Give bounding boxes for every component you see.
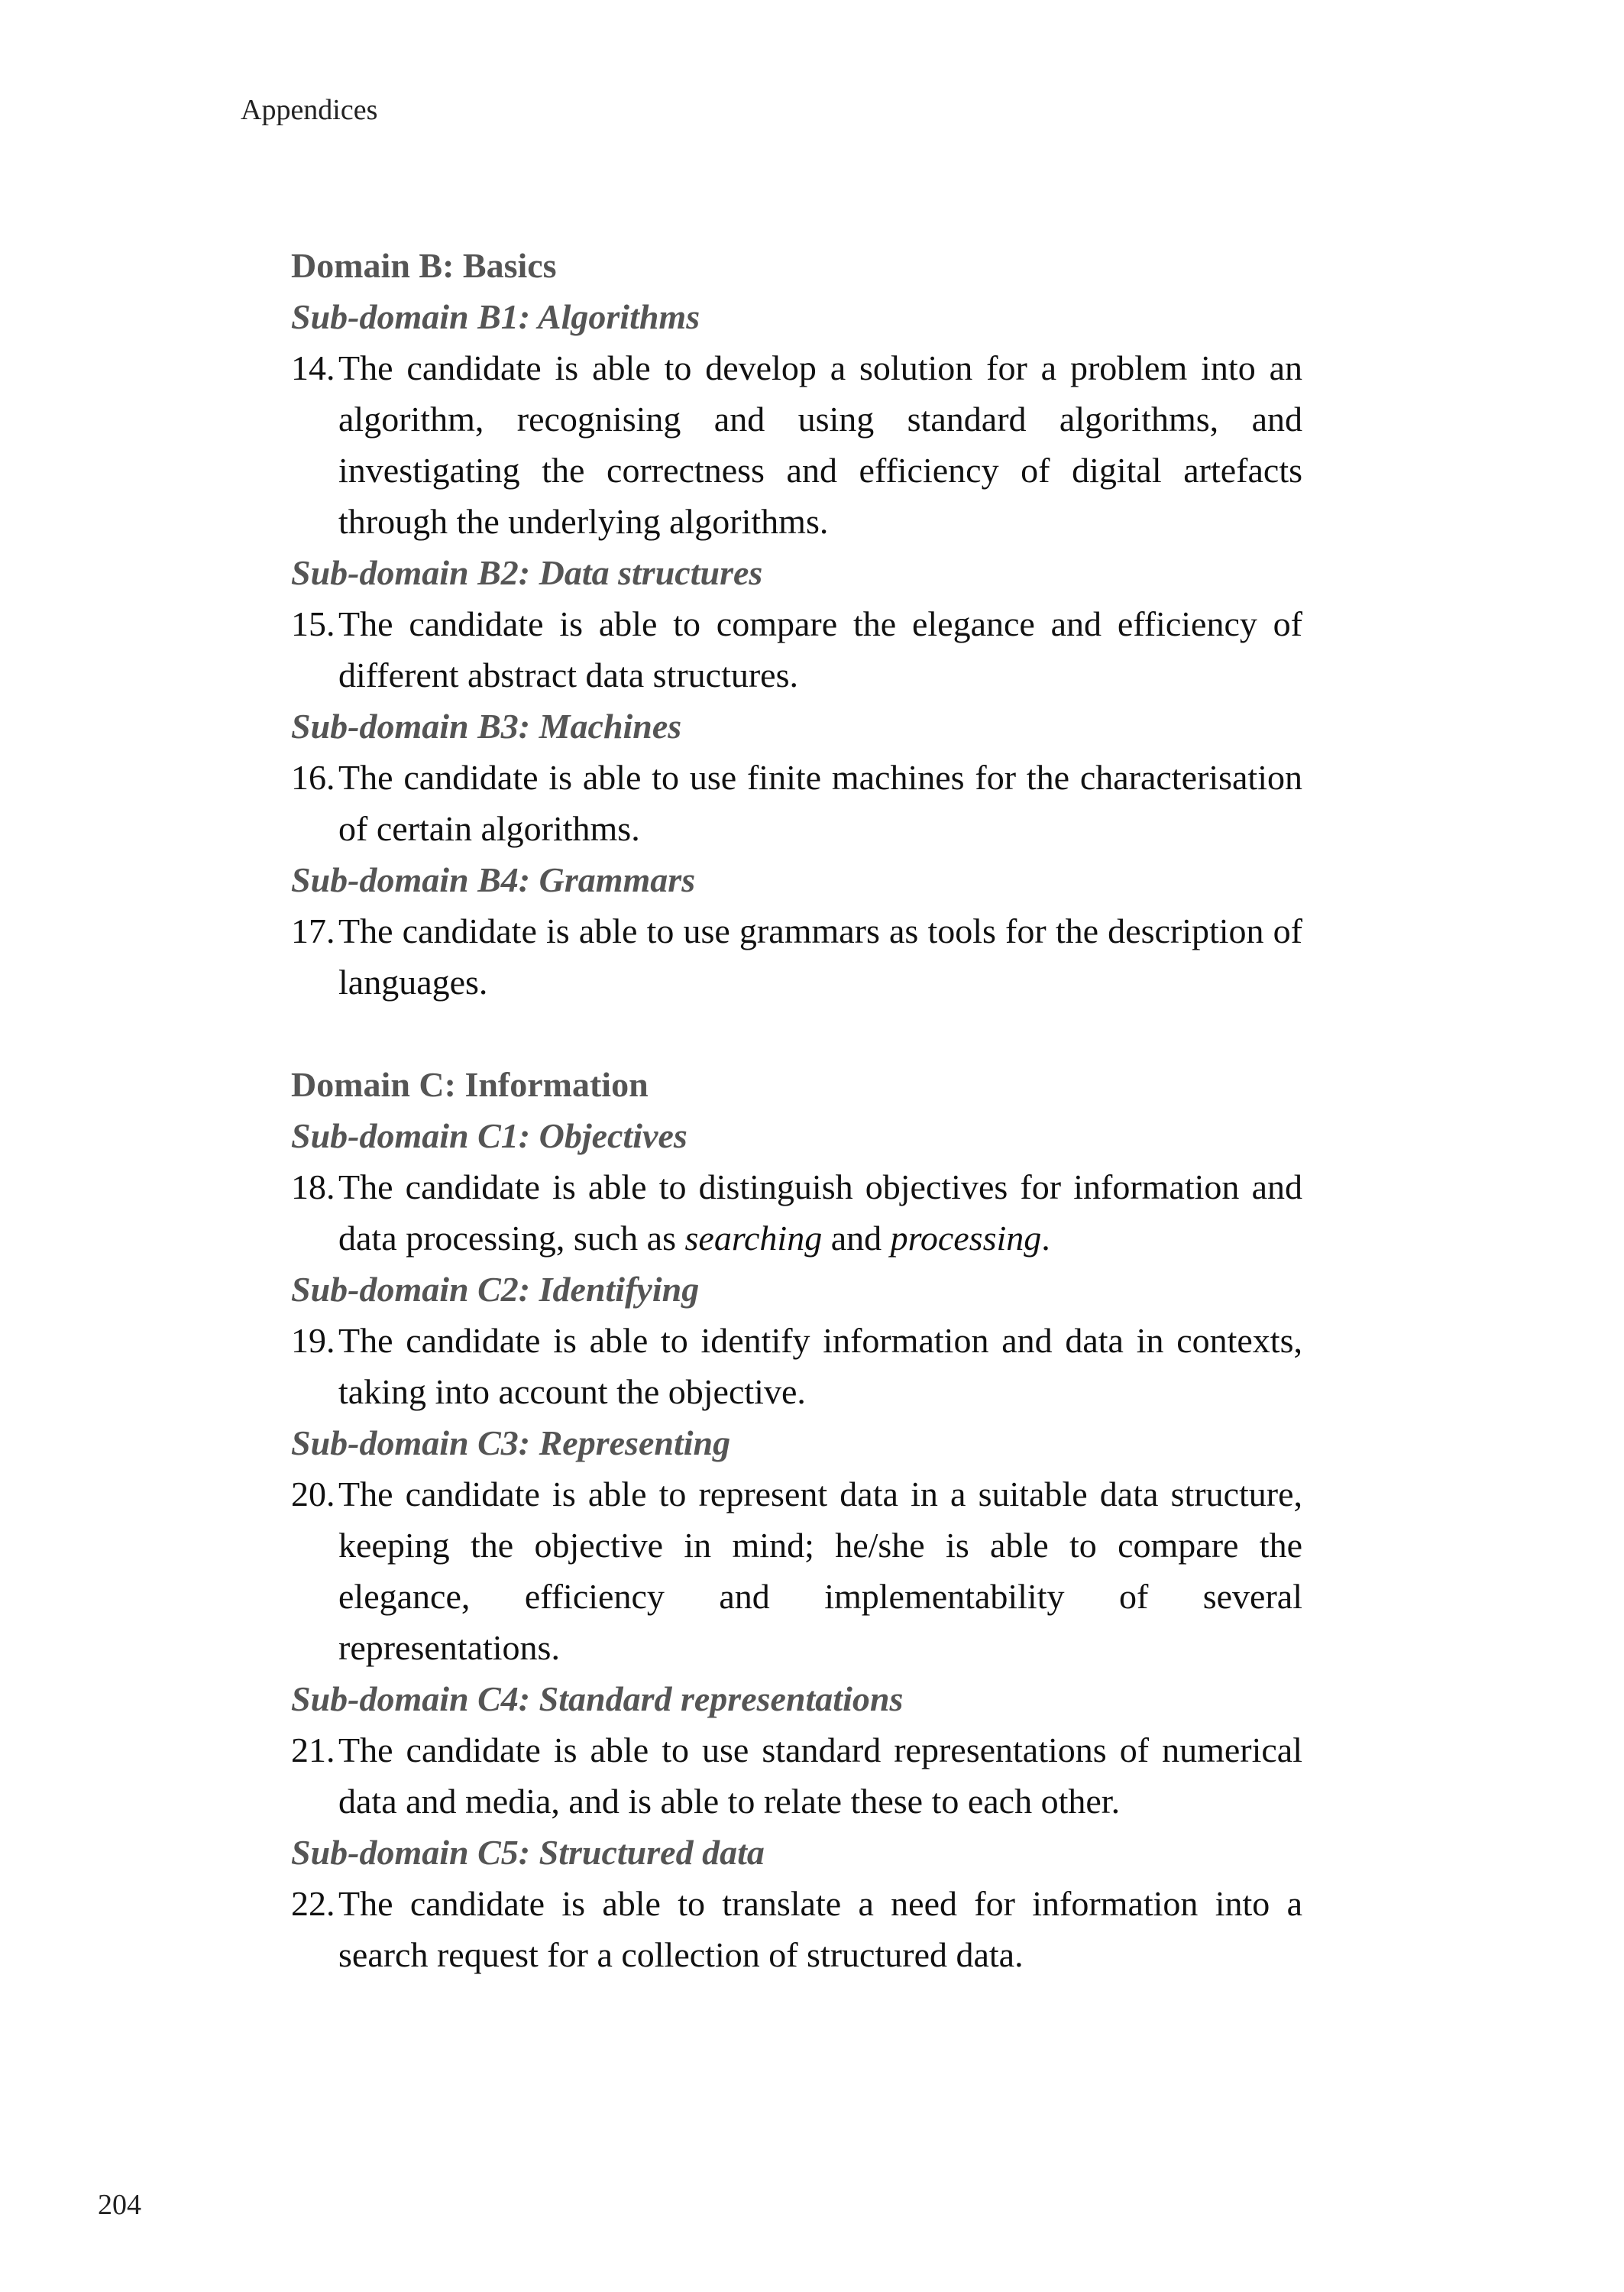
- item-number: 18.: [291, 1167, 335, 1206]
- item-text: The candidate is able to translate a need for information into a search request for a collection of structured data.: [338, 1884, 1302, 1974]
- page-body: [291, 240, 1302, 1980]
- item-number: 16.: [291, 758, 335, 797]
- subdomain-heading: Sub-domain B2: Data structures: [291, 553, 763, 592]
- subdomain-heading: Sub-domain C5: Structured data: [291, 1833, 765, 1872]
- item-number: 20.: [291, 1475, 335, 1513]
- emphasis: searching: [684, 1219, 823, 1258]
- subdomain-heading: Sub-domain C1: Objectives: [291, 1116, 687, 1155]
- list-item: [291, 342, 1302, 547]
- emphasis: processing: [890, 1219, 1042, 1258]
- page-number: 204: [98, 2189, 141, 2221]
- running-head: Appendices: [241, 94, 378, 126]
- item-text: The candidate is able to use standard representations of numerical data and media, and is able to relate these to each other.: [338, 1730, 1302, 1821]
- subdomain-heading: Sub-domain B3: Machines: [291, 707, 682, 746]
- list-item: [291, 598, 1302, 701]
- subdomain-heading: Sub-domain C4: Standard representations: [291, 1679, 904, 1718]
- list-item: [291, 1878, 1302, 1980]
- subdomain-heading: Sub-domain B4: Grammars: [291, 860, 696, 899]
- item-number: 22.: [291, 1884, 335, 1923]
- text-segment: and: [822, 1219, 891, 1258]
- item-text: [338, 1161, 1302, 1264]
- list-item: [291, 1468, 1302, 1673]
- item-number: 14.: [291, 348, 335, 387]
- text-segment: The candidate is able to distinguish objectives for information and data processing, such as: [338, 1167, 1302, 1258]
- item-text: The candidate is able to represent data in a suitable data structure, keeping the objective in mind; he/she is able to compare the elegance, efficiency and implementability of several representations.: [338, 1475, 1302, 1667]
- subdomain-heading: Sub-domain B1: Algorithms: [291, 297, 700, 336]
- item-text: The candidate is able to identify information and data in contexts, taking into account the objective.: [338, 1321, 1302, 1411]
- list-item: [291, 752, 1302, 854]
- list-item: [291, 905, 1302, 1008]
- list-item: [291, 1315, 1302, 1417]
- text-segment: .: [1041, 1219, 1050, 1258]
- list-item: [291, 1724, 1302, 1827]
- spacer: [291, 1008, 1302, 1059]
- item-number: 19.: [291, 1321, 335, 1360]
- item-number: 21.: [291, 1730, 335, 1769]
- subdomain-heading: Sub-domain C3: Representing: [291, 1423, 731, 1462]
- item-number: 15.: [291, 604, 335, 643]
- item-text: The candidate is able to compare the elegance and efficiency of different abstract data structures.: [338, 604, 1302, 694]
- subdomain-heading: Sub-domain C2: Identifying: [291, 1270, 700, 1309]
- item-number: 17.: [291, 911, 335, 950]
- item-text: The candidate is able to use grammars as tools for the description of languages.: [338, 911, 1302, 1002]
- item-text: The candidate is able to develop a solution for a problem into an algorithm, recognising and using standard algorithms, and investigating the correctness and efficiency of digital artefacts through the underlying algorithms.: [338, 348, 1302, 541]
- domain-heading: Domain B: Basics: [291, 246, 557, 285]
- item-text: The candidate is able to use finite machines for the characterisation of certain algorithms.: [338, 758, 1302, 848]
- domain-heading: Domain C: Information: [291, 1065, 649, 1104]
- list-item: [291, 1161, 1302, 1264]
